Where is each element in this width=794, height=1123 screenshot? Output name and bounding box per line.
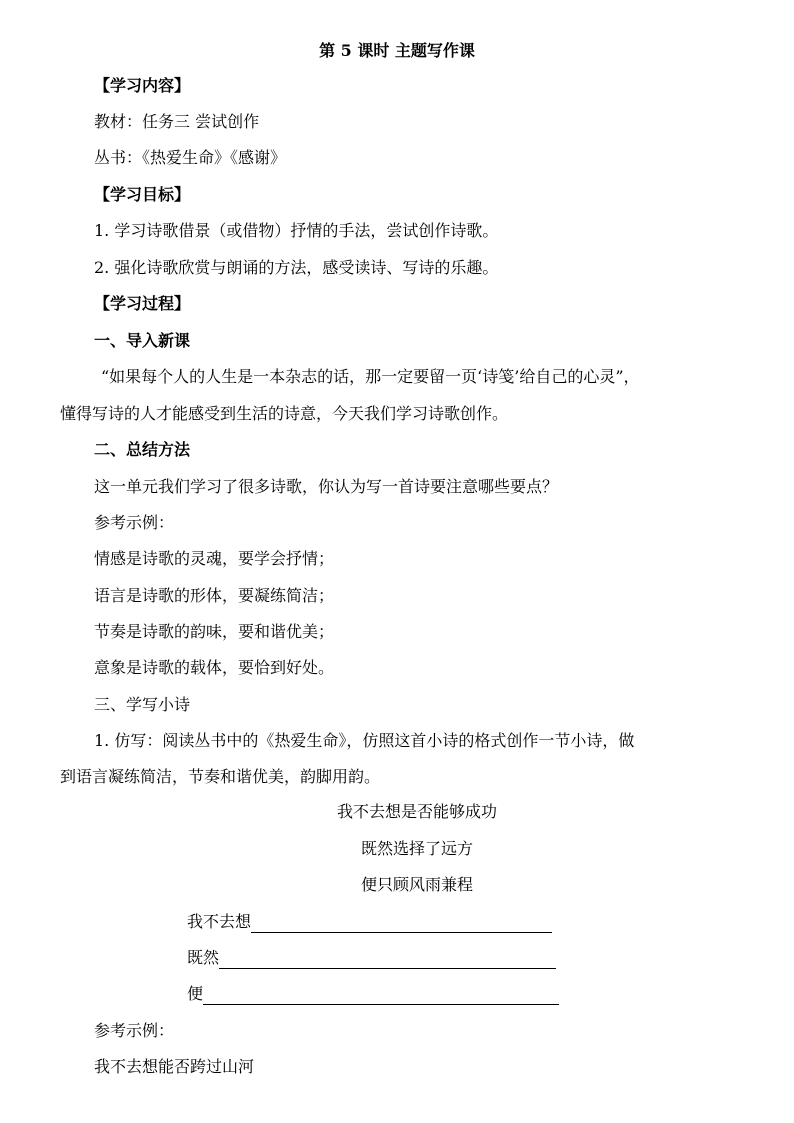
blank-row-1 [187,911,552,933]
series-line: 丛书：《热爱生命》《感谢》 [94,148,287,167]
reference-label-2: 参考示例： [94,1021,175,1040]
blank-line-3[interactable] [203,986,559,1005]
blank-row-2-prefix: 既然 [187,948,220,967]
point-4: 意象是诗歌的载体，要恰到好处。 [94,658,335,677]
point-1: 情感是诗歌的灵魂，要学会抒情； [94,549,335,568]
intro-line-1: “如果每个人的人生是一本杂志的话，那一定要留一页‘诗笺’给自己的心灵”， [101,367,640,386]
intro-line-2: 懂得写诗的人才能感受到生活的诗意，今天我们学习诗歌创作。 [60,404,509,423]
task-line-2: 到语言凝练简洁，节奏和谐优美，韵脚用韵。 [60,767,381,786]
question-line: 这一单元我们学习了很多诗歌，你认为写一首诗要注意哪些要点？ [94,477,559,496]
poem-line-3: 便只顾风雨兼程 [360,875,473,894]
blank-line-1[interactable] [251,914,552,933]
poem-line-2: 既然选择了远方 [360,839,473,858]
part1-heading: 一、导入新课 [94,331,191,350]
task-line-1: 1. 仿写：阅读丛书中的《热爱生命》，仿照这首小诗的格式创作一节小诗，做 [94,731,635,750]
example-line-1: 我不去想能否跨过山河 [94,1057,255,1076]
part3-heading: 三、学写小诗 [94,695,191,714]
blank-row-1-prefix: 我不去想 [187,912,252,931]
part2-heading: 二、总结方法 [94,440,191,459]
blank-row-3 [187,983,559,1005]
point-3: 节奏是诗歌的韵味，要和谐优美； [94,622,335,641]
blank-line-2[interactable] [219,950,556,969]
point-2: 语言是诗歌的形体，要凝练简洁； [94,586,335,605]
blank-row-2 [187,947,556,969]
textbook-line: 教材：任务三 尝试创作 [94,112,260,131]
process-heading: 【学习过程】 [94,294,191,313]
poem-line-1: 我不去想是否能够成功 [336,802,497,821]
content-heading: 【学习内容】 [94,76,191,95]
reference-label: 参考示例： [94,513,175,532]
page-title: 第 5 课时 主题写作课 [319,41,475,60]
goal-2: 2. 强化诗歌欣赏与朗诵的方法，感受读诗、写诗的乐趣。 [94,258,499,277]
goals-heading: 【学习目标】 [94,185,191,204]
goal-1: 1. 学习诗歌借景（或借物）抒情的手法，尝试创作诗歌。 [94,221,499,240]
blank-row-3-prefix: 便 [187,984,204,1003]
